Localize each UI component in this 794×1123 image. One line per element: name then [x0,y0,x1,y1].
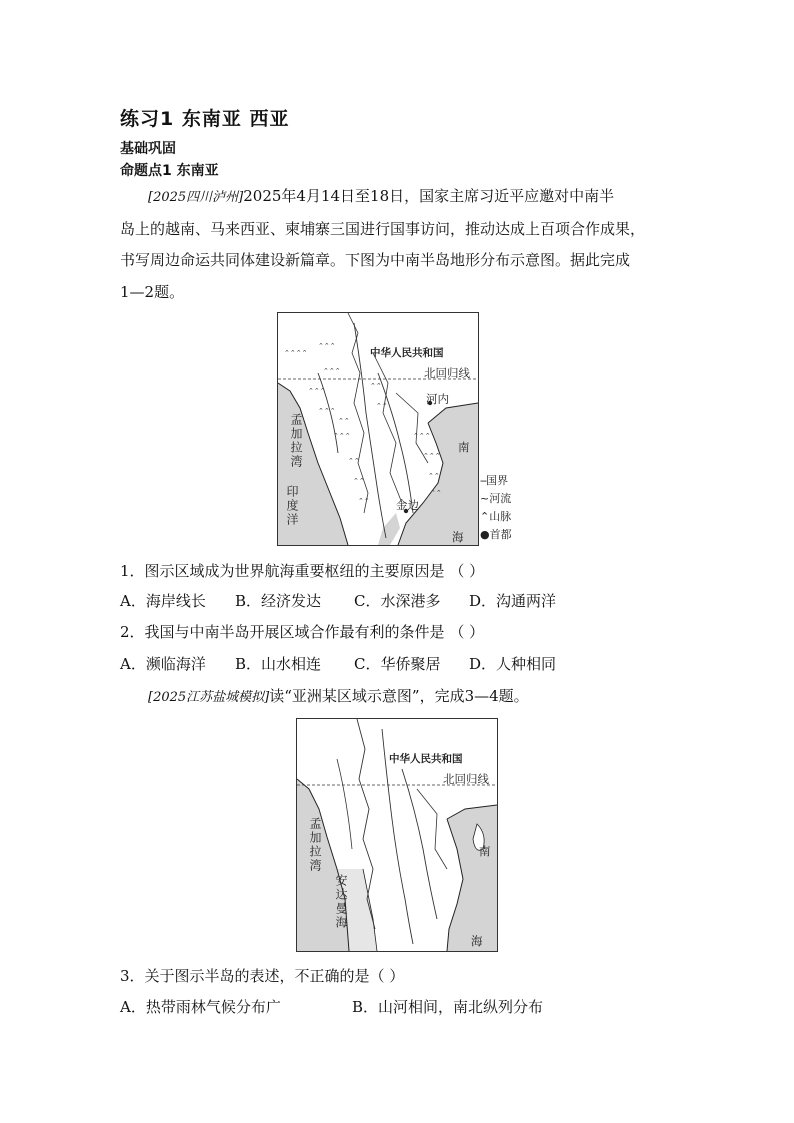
map1-label-jinbian: 金边 [396,498,419,512]
question-1: 1．图示区域成为世界航海重要枢纽的主要原因是 （ ） [120,562,485,580]
question-2: 2．我国与中南半岛开展区域合作最有利的条件是 （ ） [120,623,485,641]
intro1-line1: 2025年4月14日至18日，国家主席习近平应邀对中南半 [243,187,615,205]
svg-text:⌃⌃: ⌃⌃ [358,497,370,505]
q1-option-c: C．水深港多 [354,592,441,610]
map2-label-bay: 孟加拉湾 [308,817,322,873]
svg-text:⌃⌃⌃: ⌃⌃⌃ [423,452,441,460]
svg-text:⌃⌃⌃: ⌃⌃⌃ [308,387,326,395]
svg-text:⌃⌃: ⌃⌃ [353,477,365,485]
mountain-icon: ⌃ [480,510,490,523]
svg-text:⌃⌃: ⌃⌃ [430,489,442,497]
q2-option-b: B．山水相连 [235,655,322,673]
map1-label-hai: 海 [452,530,464,544]
source-tag-1: [2025四川泸州] [148,190,244,205]
question-3: 3．关于图示半岛的表述，不正确的是（ ） [120,967,405,985]
question-2-options [120,653,580,675]
legend-capital-item: ●首都 [480,528,512,541]
source-tag-2: [2025江苏盐城模拟] [148,690,270,705]
map1-label-ocean: 印度洋 [285,485,299,527]
map2-label-andaman: 安达曼海 [334,874,348,930]
intro1-line3: 书写周边命运共同体建设新篇章。下图为中南半岛地形分布示意图。据此完成 [120,251,631,269]
q2-option-d: D．人种相同 [469,655,557,673]
legend-border-item: --国界 [480,474,508,487]
q1-option-d: D．沟通两洋 [469,592,557,610]
map2-label-hai: 海 [471,934,483,948]
svg-text:⌃⌃: ⌃⌃ [376,402,388,410]
map1-label-nan: 南 [458,440,470,454]
q3-option-a: A．热带雨林气候分布广 [120,998,281,1016]
map1-legend [480,472,512,544]
capital-icon: ● [480,528,490,541]
map1-label-tropic: 北回归线 [424,366,470,380]
intro-paragraph-1 [120,181,680,308]
svg-text:⌃⌃⌃⌃: ⌃⌃⌃⌃ [284,349,308,357]
svg-text:⌃⌃⌃: ⌃⌃⌃ [413,432,431,440]
map1-label-bay: 孟加拉湾 [289,413,303,469]
legend-river-item: ~河流 [480,492,512,505]
map1-label-china: 中华人民共和国 [370,347,444,359]
svg-text:⌃⌃⌃: ⌃⌃⌃ [318,407,336,415]
q1-option-b: B．经济发达 [235,592,322,610]
legend-mountain-item: ⌃山脉 [480,510,512,523]
svg-text:⌃⌃⌃: ⌃⌃⌃ [333,432,351,440]
svg-text:⌃⌃: ⌃⌃ [428,472,440,480]
q2-option-c: C．华侨聚居 [354,655,441,673]
intro1-line4: 1—2题。 [120,282,185,301]
svg-text:⌃⌃: ⌃⌃ [338,417,350,425]
page-title: 练习1 东南亚 西亚 [120,108,290,130]
svg-text:⌃⌃: ⌃⌃ [370,382,382,390]
intro-paragraph-2 [148,685,529,706]
q2-option-a: A．濒临海洋 [120,655,206,673]
intro2-text: 读“亚洲某区域示意图”，完成3—4题。 [269,687,529,705]
map-asia-region [296,718,498,952]
section-heading: 基础巩固 [120,141,176,157]
q3-option-b: B．山河相间，南北纵列分布 [352,998,544,1016]
q1-option-a: A．海岸线长 [120,592,206,610]
map1-label-hanoi: 河内 [426,392,449,406]
question-3-options [120,996,580,1018]
intro1-line2: 岛上的越南、马来西亚、柬埔寨三国进行国事访问，推动达成上百项合作成果， [120,219,646,238]
svg-text:⌃⌃⌃: ⌃⌃⌃ [318,342,336,350]
map2-label-china: 中华人民共和国 [389,753,463,765]
topic-heading: 命题点1 东南亚 [120,163,219,179]
svg-text:⌃⌃⌃: ⌃⌃⌃ [323,367,341,375]
question-1-options [120,590,580,612]
map2-label-tropic: 北回归线 [443,772,489,786]
map-indochina-terrain [277,312,479,546]
map2-label-nan: 南 [479,844,491,858]
svg-text:⌃⌃: ⌃⌃ [348,457,360,465]
